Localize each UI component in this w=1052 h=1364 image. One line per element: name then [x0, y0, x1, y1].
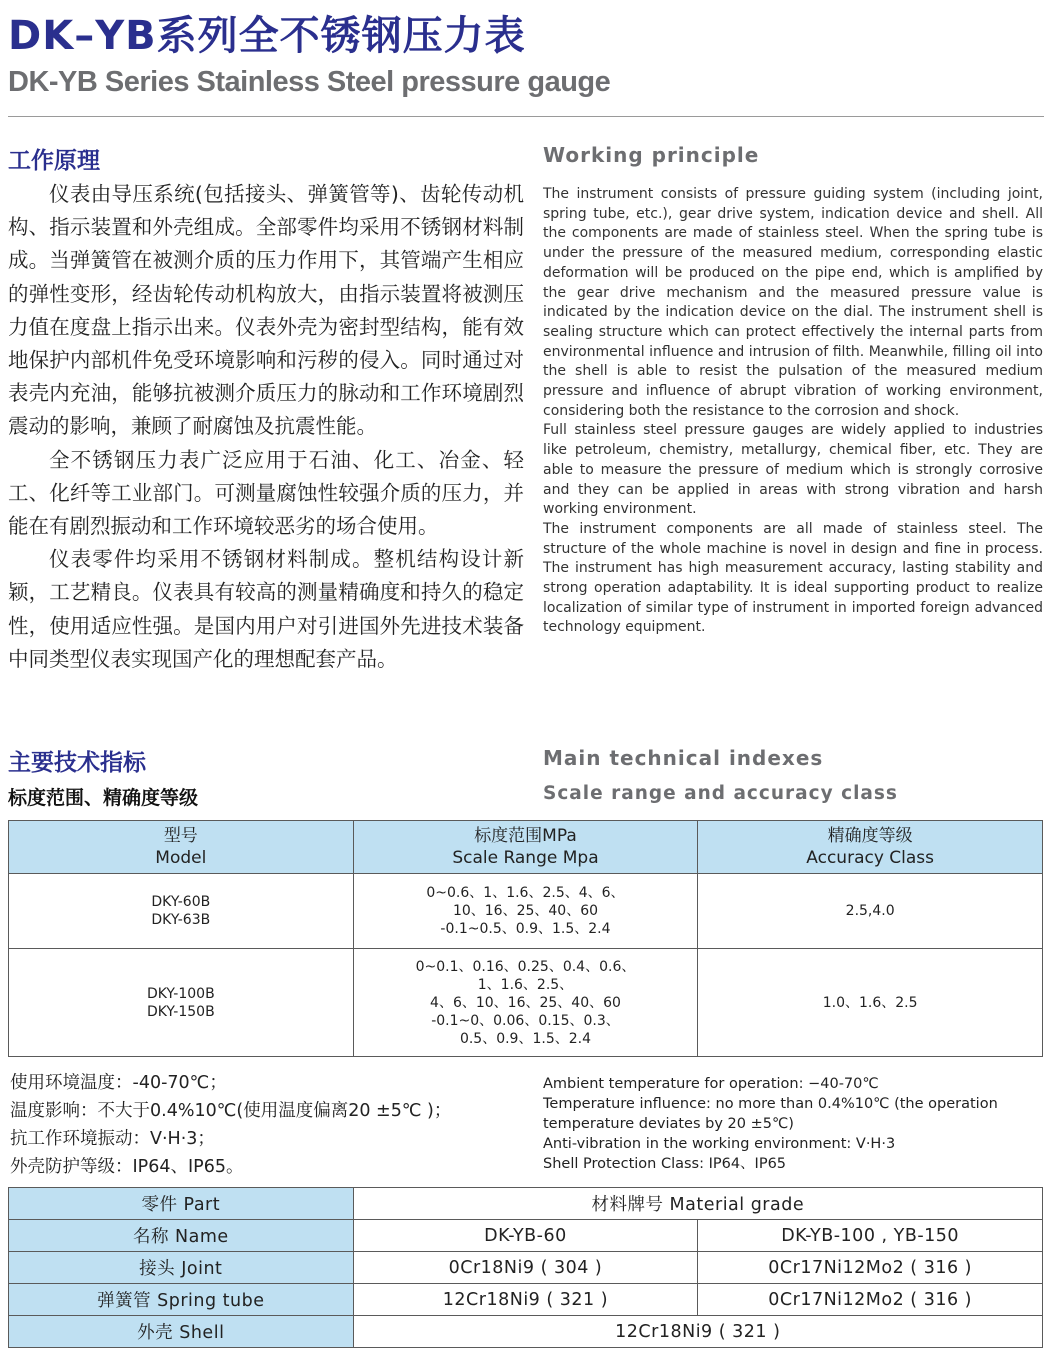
range-line: 4、6、10、16、25、40、60 [430, 994, 621, 1011]
condition-line: 外壳防护等级：IP64、IP65。 [10, 1157, 244, 1177]
model-name: DKY-63B [151, 912, 211, 928]
range-line: 0.5、0.9、1.5、2.4 [459, 1030, 591, 1047]
condition-line: Temperature influence: no more than 0.4%10℃ (the operation temperature deviates by 20 ±5℃) [543, 1096, 998, 1132]
working-principle-text-cn [8, 178, 524, 676]
working-principle-heading-cn: 工作原理 [8, 148, 100, 174]
working-principle-heading-en: Working principle [543, 143, 760, 167]
condition-line: 抗工作环境振动：V·H·3； [10, 1129, 215, 1149]
range-line: -0.1~0、0.06、0.15、0.3、 [431, 1012, 620, 1029]
table-row [9, 949, 1043, 1057]
cn-paragraph: 全不锈钢压力表广泛应用于石油、化工、冶金、轻工、化纤等工业部门。可测量腐蚀性较强介质的压力，并能在有剧烈振动和工作环境较恶劣的场合使用。 [8, 447, 524, 539]
model-name: DKY-60B [151, 894, 211, 910]
header-accuracy [698, 821, 1043, 874]
divider [8, 116, 1044, 117]
table-row [9, 1284, 1043, 1316]
range-line: -0.1~0.5、0.9、1.5、2.4 [440, 921, 611, 937]
materials-model-row [9, 1220, 1043, 1252]
header-cn: 精确度等级 [827, 826, 913, 846]
grade-b: 0Cr17Ni12Mo2 ( 316 ) [698, 1252, 1043, 1284]
page-title: DK–YB系列全不锈钢压力表 [8, 13, 526, 59]
table-header-row [9, 821, 1043, 874]
model-name: DKY-100B [146, 985, 215, 1002]
range-line: 1、1.6、2.5、 [477, 976, 574, 993]
accuracy-cell: 2.5,4.0 [698, 874, 1043, 949]
part-header: 零件 Part [9, 1188, 354, 1220]
conditions-en [543, 1074, 1043, 1174]
grade-header: 材料牌号 Material grade [353, 1188, 1042, 1220]
model-b: DK-YB-100 , YB-150 [698, 1220, 1043, 1252]
model-cell [9, 949, 354, 1057]
accuracy-cell: 1.0、1.6、2.5 [698, 949, 1043, 1057]
conditions-cn [10, 1069, 451, 1181]
condition-line: Ambient temperature for operation: −40-70℃ [543, 1076, 879, 1092]
part-name: 外壳 Shell [9, 1316, 354, 1348]
tech-heading-cn: 主要技术指标 [8, 750, 146, 776]
table-row [9, 1316, 1043, 1348]
working-principle-text-en [543, 185, 1043, 638]
header-range [353, 821, 698, 874]
table-row [9, 874, 1043, 949]
header-model [9, 821, 354, 874]
en-paragraph: The instrument consists of pressure guiding system (including joint, spring tube, etc.), gear drive system, indication device and shell. All the components are made of stainless steel. When the spring tube is under the pressure of the measured medium, corresponding elastic deformation will be produced on the pipe end, which is amplified by the gear drive mechanism and the measured pressure value is indicated by the indication device on the dial. The instrument shell is sealing structure which can protect effectively the internal parts from environmental influence and intrusion of filth. Meanwhile, filling oil into the shell is able to resist the pulsation of the measured medium pressure and influence of abrupt vibration of working environment, considering both the resistance to the corrosion and shock. [543, 186, 1043, 419]
en-paragraph: The instrument components are all made of stainless steel. The structure of the whole machine is novel in design and fine in process. The instrument has high measurement accuracy, lasting stability and strong operation adaptability. It is ideal supporting product to realize localization of similar type of instrument in imported foreign advanced technology equipment. [543, 520, 1043, 636]
condition-line: 使用环境温度：-40-70℃； [10, 1073, 227, 1093]
grade-a: 0Cr18Ni9 ( 304 ) [353, 1252, 698, 1284]
range-cell [353, 874, 698, 949]
scale-accuracy-table [8, 820, 1043, 1057]
condition-line: Anti-vibration in the working environment: V·H·3 [543, 1136, 896, 1152]
range-line: 10、16、25、40、60 [452, 903, 599, 919]
condition-line: 温度影响：不大于0.4%10℃(使用温度偏离20 ±5℃ )； [10, 1101, 452, 1121]
materials-header-row [9, 1188, 1043, 1220]
shell-grade: 12Cr18Ni9 ( 321 ) [353, 1316, 1042, 1348]
model-name: DKY-150B [146, 1003, 215, 1020]
tech-heading-en: Main technical indexes [543, 746, 824, 770]
header-cn: 型号 [163, 826, 198, 846]
materials-table [8, 1187, 1043, 1348]
grade-a: 12Cr18Ni9 ( 321 ) [353, 1284, 698, 1316]
range-cell [353, 949, 698, 1057]
page-subtitle: DK-YB Series Stainless Steel pressure gauge [8, 66, 611, 98]
range-line: 0~0.1、0.16、0.25、0.4、0.6、 [415, 958, 636, 975]
range-line: 0~0.6、1、1.6、2.5、4、6、 [426, 885, 625, 901]
header-cn: 标度范围MPa [474, 826, 577, 846]
table-row [9, 1252, 1043, 1284]
grade-b: 0Cr17Ni12Mo2 ( 316 ) [698, 1284, 1043, 1316]
name-label: 名称 Name [9, 1220, 354, 1252]
cn-paragraph: 仪表由导压系统(包括接头、弹簧管等)、齿轮传动机构、指示装置和外壳组成。全部零件均采用不锈钢材料制成。当弹簧管在被测介质的压力作用下，其管端产生相应的弹性变形，经齿轮传动机构放大，由指示装置将被测压力值在度盘上指示出来。仪表外壳为密封型结构，能有效地保护内部机件免受环境影响和污秽的侵入。同时通过对表壳内充油，能够抗被测介质压力的脉动和工作环境剧烈震动的影响，兼顾了耐腐蚀及抗震性能。 [8, 182, 524, 439]
header-en: Model [155, 848, 207, 868]
header-en: Scale Range Mpa [452, 848, 599, 868]
header-en: Accuracy Class [806, 848, 935, 868]
en-paragraph: Full stainless steel pressure gauges are widely applied to industries like petroleum, chemistry, metallurgy, chemical fiber, etc. They are able to measure the pressure of medium which is strongly corrosive and they can be applied in areas with strong vibration and harsh working environment. [543, 422, 1043, 518]
model-a: DK-YB-60 [353, 1220, 698, 1252]
scale-subheading-cn: 标度范围、精确度等级 [8, 787, 199, 809]
part-name: 接头 Joint [9, 1252, 354, 1284]
condition-line: Shell Protection Class: IP64、IP65 [543, 1156, 787, 1172]
scale-subheading-en: Scale range and accuracy class [543, 783, 898, 804]
model-cell [9, 874, 354, 949]
cn-paragraph: 仪表零件均采用不锈钢材料制成。整机结构设计新颖，工艺精良。仪表具有较高的测量精确度和持久的稳定性，使用适应性强。是国内用户对引进国外先进技术装备中同类型仪表实现国产化的理想配套产品。 [8, 547, 524, 671]
part-name: 弹簧管 Spring tube [9, 1284, 354, 1316]
